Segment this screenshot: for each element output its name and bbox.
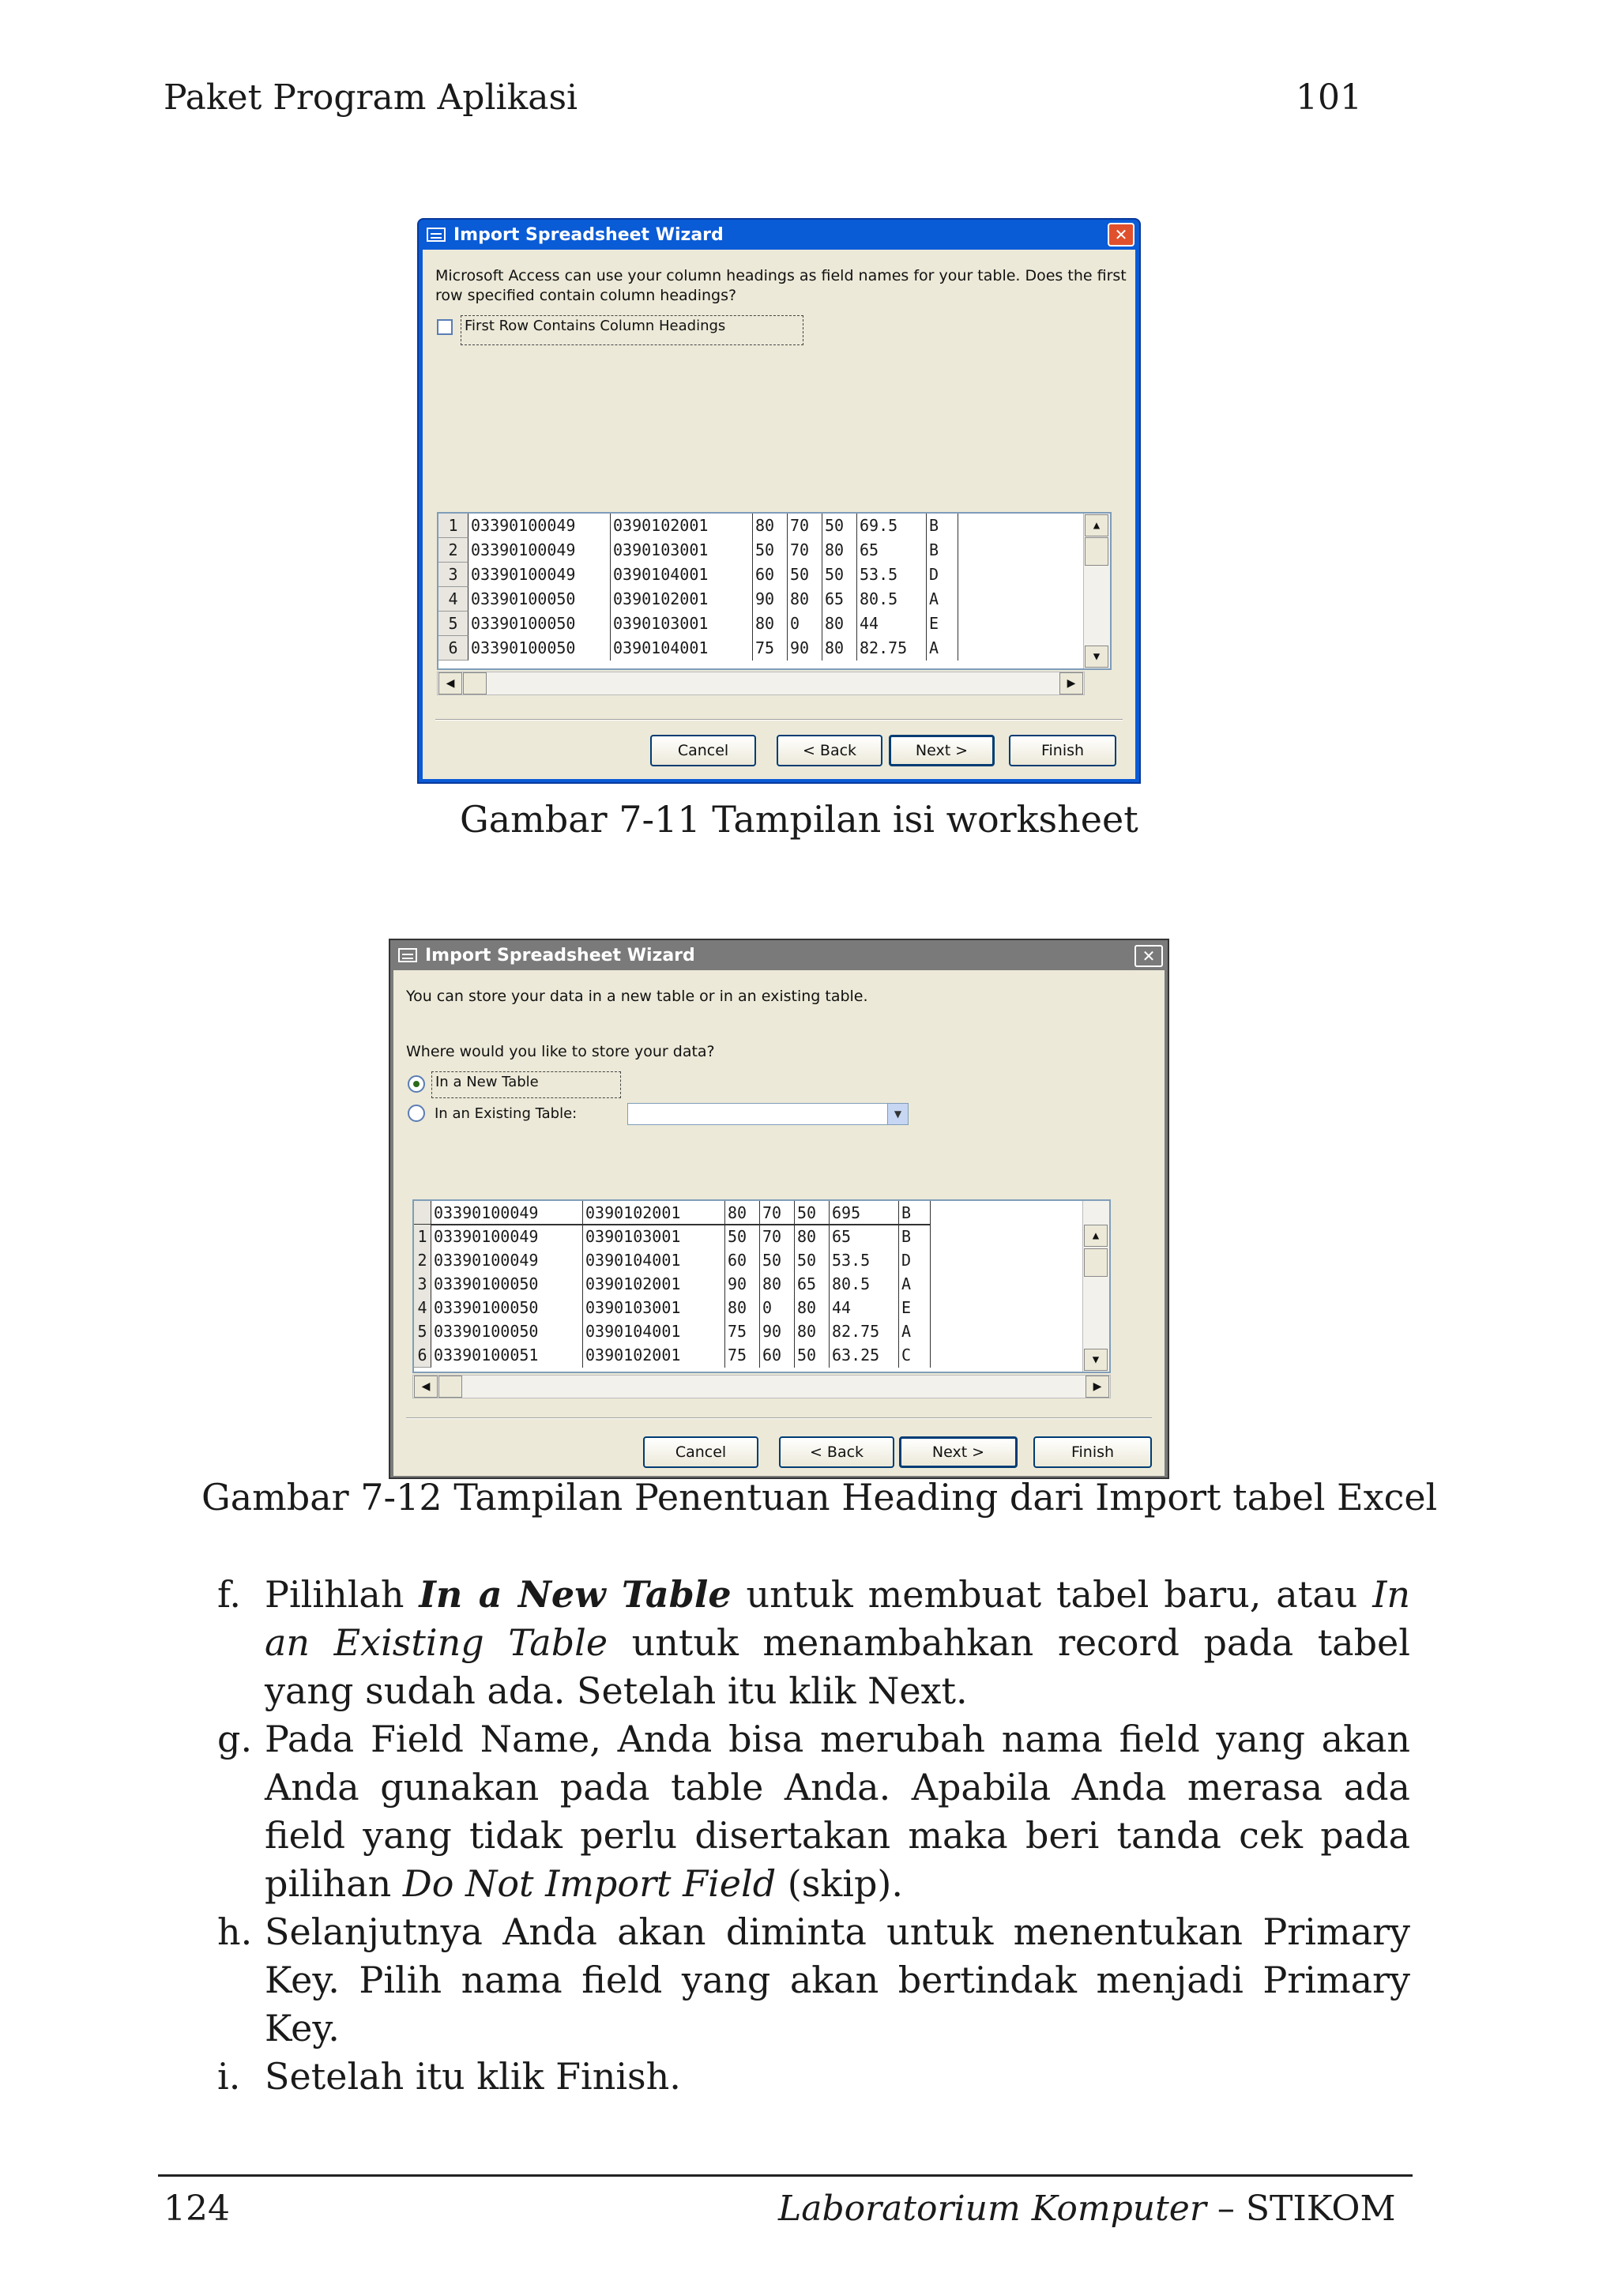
scroll-right-arrow-icon[interactable]: ▶ xyxy=(1059,672,1083,694)
grid-cell: A xyxy=(899,1272,931,1297)
import-wizard-dialog-2 xyxy=(389,939,1169,1479)
row-number: 4 xyxy=(414,1296,431,1320)
grid-cell: 50 xyxy=(725,1225,760,1249)
grid-cell: 65 xyxy=(830,1225,899,1249)
grid-header-cell: 70 xyxy=(760,1201,795,1225)
grid-cell: 60 xyxy=(760,1343,795,1368)
scroll-up-arrow-icon[interactable]: ▲ xyxy=(1085,514,1108,536)
grid-cell: B xyxy=(927,514,958,538)
vertical-scrollbar[interactable] xyxy=(1083,514,1110,668)
grid-cell: 60 xyxy=(753,563,788,587)
grid-cell: 80 xyxy=(795,1319,830,1344)
grid-cell: 0390103001 xyxy=(583,1225,725,1249)
table-row[interactable] xyxy=(438,636,958,661)
step-g: g. Pada Field Name, Anda bisa merubah nama field yang akan Anda gunakan pada table Anda. Apabila Anda merasa ada field yang tidak perlu disertakan maka beri tanda cek pada pilihan Do Not Import Field (skip). xyxy=(217,1715,1410,1908)
dialog-title: Import Spreadsheet Wizard xyxy=(425,945,695,965)
app-icon xyxy=(398,948,417,962)
step-label: g. xyxy=(217,1718,253,1760)
grid-cell: 50 xyxy=(822,514,857,538)
grid-cell: 0 xyxy=(760,1296,795,1320)
new-table-label[interactable]: In a New Table xyxy=(431,1071,621,1098)
figure-caption-7-11: Gambar 7-11 Tampilan isi worksheet xyxy=(460,798,1138,841)
grid-cell: 82.75 xyxy=(857,636,927,661)
finish-button[interactable]: Finish xyxy=(1033,1436,1152,1468)
grid-cell: 03390100049 xyxy=(431,1248,583,1273)
row-number: 3 xyxy=(414,1272,431,1297)
back-button[interactable]: < Back xyxy=(777,735,882,766)
grid-cell: 03390100049 xyxy=(468,538,611,563)
dialog-client-area xyxy=(393,970,1165,1476)
scroll-left-arrow-icon[interactable]: ◀ xyxy=(438,672,462,694)
grid-cell: E xyxy=(899,1296,931,1320)
hscroll-thumb[interactable] xyxy=(463,672,487,694)
instruction-list xyxy=(217,1571,1410,2101)
row-number: 5 xyxy=(414,1319,431,1344)
table-row[interactable] xyxy=(414,1296,931,1320)
grid-cell: 60 xyxy=(725,1248,760,1273)
grid-cell: 90 xyxy=(725,1272,760,1297)
hscroll-thumb[interactable] xyxy=(438,1376,462,1398)
scroll-up-arrow-icon[interactable]: ▲ xyxy=(1084,1225,1108,1247)
grid-cell: B xyxy=(899,1225,931,1249)
scroll-thumb[interactable] xyxy=(1084,1248,1108,1277)
footer-rule xyxy=(158,2174,1413,2177)
table-row[interactable] xyxy=(414,1225,931,1249)
row-number: 3 xyxy=(438,563,468,587)
row-number: 2 xyxy=(414,1248,431,1273)
grid-cell: 44 xyxy=(857,612,927,636)
grid-cell: 65 xyxy=(822,587,857,612)
grid-cell: 80 xyxy=(753,612,788,636)
grid-cell: 80 xyxy=(725,1296,760,1320)
step-h: h. Selanjutnya Anda akan diminta untuk menentukan Primary Key. Pilih nama field yang akan bertindak menjadi Primary Key. xyxy=(217,1908,1410,2053)
grid-cell: 03390100049 xyxy=(468,563,611,587)
table-row[interactable] xyxy=(414,1248,931,1273)
grid-cell: 44 xyxy=(830,1296,899,1320)
step-label: i. xyxy=(217,2055,241,2098)
title-bar[interactable] xyxy=(390,940,1168,970)
grid-cell: 03390100050 xyxy=(431,1319,583,1344)
row-number: 4 xyxy=(438,587,468,612)
table-row[interactable] xyxy=(414,1272,931,1297)
grid-cell: 03390100050 xyxy=(431,1272,583,1297)
dialog-title: Import Spreadsheet Wizard xyxy=(453,224,724,245)
emphasis-in-a-new-table: In a New Table xyxy=(419,1573,732,1616)
horizontal-scrollbar[interactable] xyxy=(437,672,1085,695)
grid-cell: 75 xyxy=(725,1343,760,1368)
step-f: f. Pilihlah In a New Table untuk membuat tabel baru, atau In an Existing Table untuk menambahkan record pada tabel yang sudah ada. Setelah itu klik Next. xyxy=(217,1571,1410,1715)
grid-cell: C xyxy=(899,1343,931,1368)
grid-cell: 80.5 xyxy=(830,1272,899,1297)
grid-cell: 65 xyxy=(795,1272,830,1297)
intro-text: You can store your data in a new table or in an existing table. xyxy=(406,988,868,1005)
grid-cell: E xyxy=(927,612,958,636)
row-number: 1 xyxy=(438,514,468,538)
next-button[interactable]: Next > xyxy=(899,1436,1018,1468)
row-number: 2 xyxy=(438,538,468,563)
separator xyxy=(435,719,1123,721)
row-number: 6 xyxy=(414,1343,431,1368)
existing-table-label[interactable]: In an Existing Table: xyxy=(435,1105,578,1122)
grid-cell: 0390104001 xyxy=(611,563,753,587)
grid-cell: 69.5 xyxy=(857,514,927,538)
intro-text-line2: row specified contain column headings? xyxy=(435,287,737,304)
grid-cell: 03390100050 xyxy=(468,587,611,612)
step-label: h. xyxy=(217,1910,253,1953)
grid-header-cell: 695 xyxy=(830,1201,899,1225)
table-row[interactable] xyxy=(438,514,958,538)
running-header-page: 101 xyxy=(1296,77,1362,118)
scroll-left-arrow-icon[interactable]: ◀ xyxy=(414,1376,438,1398)
finish-button[interactable]: Finish xyxy=(1009,735,1116,766)
grid-cell: 0390102001 xyxy=(611,587,753,612)
grid-cell: 80 xyxy=(753,514,788,538)
grid-cell: 90 xyxy=(760,1319,795,1344)
grid-header-row xyxy=(414,1201,931,1225)
table-row[interactable] xyxy=(414,1319,931,1344)
grid-cell: A xyxy=(899,1319,931,1344)
grid-cell: 63.25 xyxy=(830,1343,899,1368)
grid-cell: 0390102001 xyxy=(583,1343,725,1368)
grid-cell: 50 xyxy=(822,563,857,587)
grid-cell: 75 xyxy=(725,1319,760,1344)
grid-cell: 80 xyxy=(788,587,822,612)
row-number: 5 xyxy=(438,612,468,636)
first-row-headings-checkbox[interactable] xyxy=(437,319,453,335)
close-icon[interactable]: ✕ xyxy=(1108,223,1134,247)
grid-cell: 0390104001 xyxy=(611,636,753,661)
grid-cell: 70 xyxy=(788,538,822,563)
grid-cell: 0 xyxy=(788,612,822,636)
intro-text-line1: Microsoft Access can use your column headings as field names for your table. Does the first xyxy=(435,267,1127,284)
store-question: Where would you like to store your data? xyxy=(406,1043,715,1060)
footer-publisher: Laboratorium Komputer – STIKOM xyxy=(778,2189,1396,2229)
dialog-client-area xyxy=(423,250,1135,779)
table-row[interactable] xyxy=(414,1343,931,1368)
grid-cell: 03390100050 xyxy=(468,636,611,661)
grid-cell: 90 xyxy=(788,636,822,661)
grid-cell: D xyxy=(899,1248,931,1273)
grid-cell: 80 xyxy=(822,636,857,661)
grid-cell: 50 xyxy=(795,1248,830,1273)
grid-cell: 70 xyxy=(760,1225,795,1249)
grid-cell: 0390104001 xyxy=(583,1319,725,1344)
grid-cell: 03390100051 xyxy=(431,1343,583,1368)
grid-cell: D xyxy=(927,563,958,587)
grid-cell: 53.5 xyxy=(857,563,927,587)
back-button[interactable]: < Back xyxy=(779,1436,894,1468)
next-button[interactable]: Next > xyxy=(889,735,995,766)
app-icon xyxy=(427,228,446,242)
grid-cell: B xyxy=(927,538,958,563)
figure-caption-7-12: Gambar 7-12 Tampilan Penentuan Heading dari Import tabel Excel xyxy=(201,1476,1438,1519)
table-row[interactable] xyxy=(438,587,958,612)
grid-header-cell: 50 xyxy=(795,1201,830,1225)
grid-cell: 80 xyxy=(822,538,857,563)
grid-cell: A xyxy=(927,587,958,612)
row-selector xyxy=(414,1201,431,1225)
grid-cell: 82.75 xyxy=(830,1319,899,1344)
grid-header-cell: 03390100049 xyxy=(431,1201,583,1225)
table-row[interactable] xyxy=(438,563,958,587)
cancel-button[interactable]: Cancel xyxy=(650,735,756,766)
cancel-button[interactable]: Cancel xyxy=(643,1436,758,1468)
grid-cell: 50 xyxy=(795,1343,830,1368)
grid-cell: 80 xyxy=(795,1225,830,1249)
existing-table-radio[interactable] xyxy=(408,1105,425,1122)
scroll-down-arrow-icon[interactable]: ▼ xyxy=(1084,1349,1108,1371)
grid-header-cell: 80 xyxy=(725,1201,760,1225)
grid-cell: 03390100050 xyxy=(468,612,611,636)
grid-cell: 70 xyxy=(788,514,822,538)
grid-cell: 75 xyxy=(753,636,788,661)
grid-cell: 50 xyxy=(760,1248,795,1273)
worksheet-preview-grid[interactable] xyxy=(437,512,1112,670)
scroll-down-arrow-icon[interactable]: ▼ xyxy=(1085,646,1108,668)
scroll-thumb[interactable] xyxy=(1085,537,1108,566)
grid-cell: 50 xyxy=(788,563,822,587)
grid-cell: 50 xyxy=(753,538,788,563)
emphasis-in-an-existing-table: In an Existing Table xyxy=(265,1573,1410,1664)
worksheet-preview-grid[interactable] xyxy=(412,1199,1111,1373)
import-wizard-dialog-1 xyxy=(417,218,1141,784)
separator xyxy=(406,1417,1152,1419)
grid-cell: 65 xyxy=(857,538,927,563)
vertical-scrollbar[interactable] xyxy=(1082,1201,1109,1372)
grid-cell: 0390103001 xyxy=(611,538,753,563)
chevron-down-icon[interactable]: ▼ xyxy=(887,1104,908,1124)
row-number: 6 xyxy=(438,636,468,661)
step-i: i. Setelah itu klik Finish. xyxy=(217,2053,1410,2101)
grid-cell: 0390102001 xyxy=(611,514,753,538)
emphasis-do-not-import-field: Do Not Import Field xyxy=(402,1862,777,1905)
grid-cell: 80.5 xyxy=(857,587,927,612)
grid-cell: 03390100049 xyxy=(468,514,611,538)
grid-cell: 0390104001 xyxy=(583,1248,725,1273)
running-header-title: Paket Program Aplikasi xyxy=(164,77,578,118)
row-number: 1 xyxy=(414,1225,431,1249)
horizontal-scrollbar[interactable] xyxy=(412,1375,1111,1398)
step-label: f. xyxy=(217,1573,242,1616)
grid-cell: 53.5 xyxy=(830,1248,899,1273)
grid-cell: 03390100050 xyxy=(431,1296,583,1320)
new-table-radio[interactable] xyxy=(408,1075,425,1093)
grid-cell: 80 xyxy=(760,1272,795,1297)
grid-cell: 0390102001 xyxy=(583,1272,725,1297)
grid-cell: 80 xyxy=(822,612,857,636)
grid-header-cell: B xyxy=(899,1201,931,1225)
grid-cell: 0390103001 xyxy=(583,1296,725,1320)
table-row[interactable] xyxy=(438,612,958,636)
scroll-right-arrow-icon[interactable]: ▶ xyxy=(1086,1376,1109,1398)
grid-cell: 80 xyxy=(795,1296,830,1320)
first-row-headings-label[interactable]: First Row Contains Column Headings xyxy=(461,315,803,345)
grid-cell: 03390100049 xyxy=(431,1225,583,1249)
grid-cell: A xyxy=(927,636,958,661)
grid-header-cell: 0390102001 xyxy=(583,1201,725,1225)
grid-cell: 90 xyxy=(753,587,788,612)
page-number: 124 xyxy=(164,2189,230,2229)
existing-table-combo[interactable] xyxy=(627,1103,909,1125)
title-bar[interactable] xyxy=(419,220,1139,250)
table-row[interactable] xyxy=(438,538,958,563)
close-icon[interactable]: ✕ xyxy=(1134,945,1163,967)
grid-cell: 0390103001 xyxy=(611,612,753,636)
